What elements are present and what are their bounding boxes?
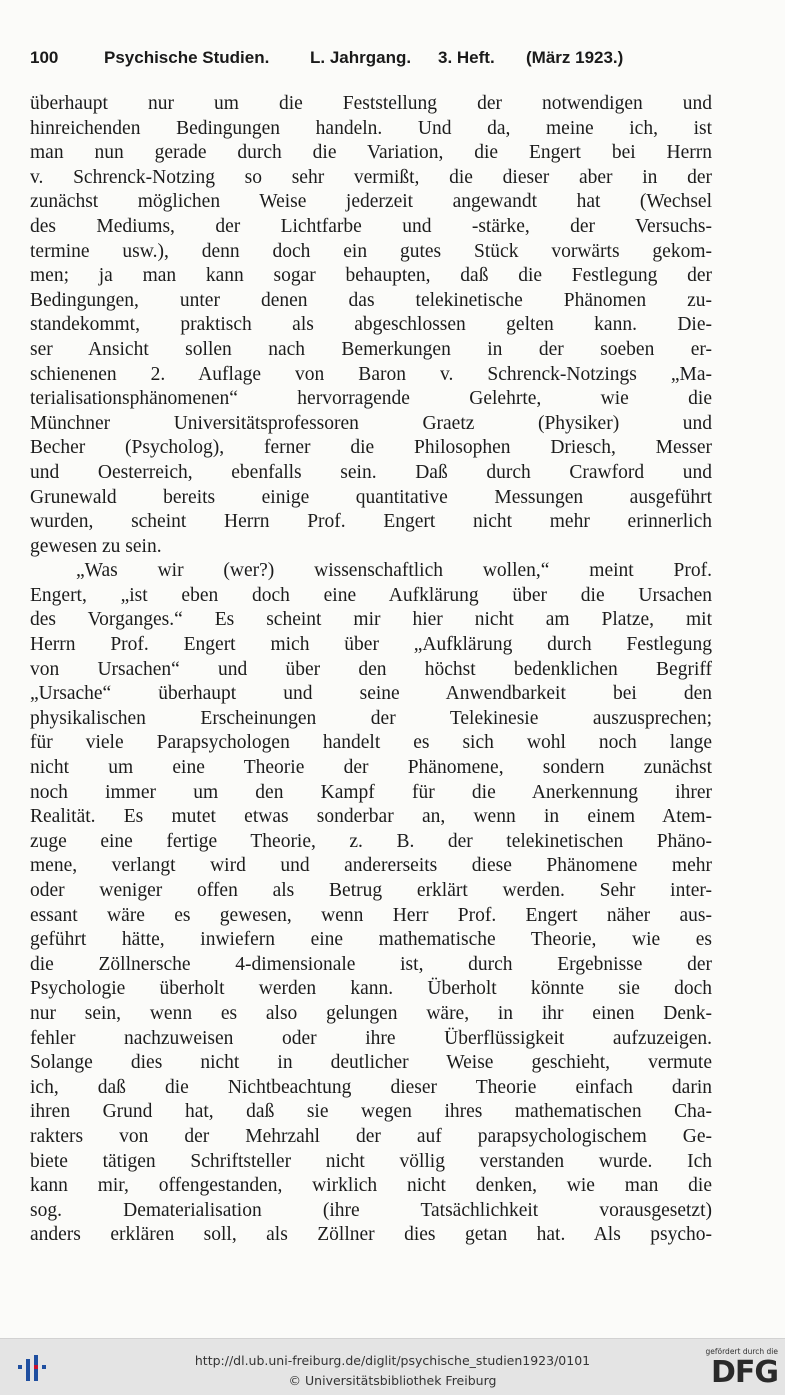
text-line: überhaupt nur um die Feststellung der notwendigen und [30, 93, 712, 114]
text-line: Herrn Prof. Engert mich über „Aufklärung durch Festlegung [30, 634, 712, 656]
text-line: von Ursachen“ und über den höchst bedenklichen Begriff [30, 658, 712, 680]
footer-bar [0, 1338, 785, 1395]
text-line: Realität. Es mutet etwas sonderbar an, wenn in einem Atem- [30, 806, 712, 828]
text-line: man nun gerade durch die Variation, die Engert bei Herrn [30, 142, 712, 164]
issue-date: (März 1923.) [526, 48, 624, 67]
text-line: Münchner Universitätsprofessoren Graetz (Physiker) und [30, 412, 712, 434]
text-line: des Vorganges.“ Es scheint mir hier nicht am Platze, mit [30, 609, 712, 631]
text-line: termine usw.), denn doch ein gutes Stück vorwärts gekom- [30, 240, 712, 262]
text-line: men; ja man kann sogar behaupten, daß die Festlegung der [30, 265, 712, 287]
text-line: Bedingungen, unter denen das telekinetische Phänomen zu- [30, 289, 712, 311]
text-line: fehler nachzuweisen oder ihre Überflüssigkeit aufzuzeigen. [30, 1027, 712, 1049]
text-line: essant wäre es gewesen, wenn Herr Prof. Engert näher aus- [30, 904, 712, 926]
text-line: Grunewald bereits einige quantitative Messungen ausgeführt [30, 486, 712, 508]
dfg-logo[interactable] [692, 1347, 778, 1391]
text-line: anders erklären soll, als Zöllner dies getan hat. Als psycho- [30, 1224, 712, 1246]
text-line: oder weniger offen als Betrug erklärt werden. Sehr inter- [30, 880, 712, 901]
text-line: des Mediums, der Lichtfarbe und -stärke, der Versuchs- [30, 215, 712, 237]
text-line: biete tätigen Schriftsteller nicht völlig verstanden wurde. Ich [30, 1150, 712, 1172]
text-line: „Ursache“ überhaupt und seine Anwendbarkeit bei den [30, 683, 712, 705]
text-line: Engert, „ist eben doch eine Aufklärung über die Ursachen [30, 584, 712, 606]
text-line: v. Schrenck-Notzing so sehr vermißt, die dieser aber in der [30, 166, 712, 188]
page-number: 100 [30, 48, 59, 67]
text-line: schienenen 2. Auflage von Baron v. Schrenck-Notzings „Ma- [30, 363, 712, 385]
body-text [30, 92, 712, 1248]
text-line: physikalischen Erscheinungen der Telekinesie auszusprechen; [30, 707, 712, 729]
text-line: wurden, scheint Herrn Prof. Engert nicht mehr erinnerlich [30, 511, 712, 533]
journal-title: Psychische Studien. [104, 48, 270, 67]
text-line: gewesen zu sein. [30, 535, 162, 557]
text-line: rakters von der Mehrzahl der auf parapsychologischem Ge- [30, 1125, 712, 1147]
issue-label: 3. Heft. [438, 48, 495, 67]
text-line: und Oesterreich, ebenfalls sein. Daß durch Crawford und [30, 461, 712, 483]
text-line: hinreichenden Bedingungen handeln. Und da, meine ich, ist [30, 117, 712, 139]
text-line: ser Ansicht sollen nach Bemerkungen in der soeben er- [30, 338, 712, 360]
text-line: „Was wir (wer?) wissenschaftlich wollen,“ meint Prof. [76, 560, 712, 582]
text-line: kann mir, offengestanden, wirklich nicht denken, wie man die [30, 1175, 712, 1197]
text-line: für viele Parapsychologen handelt es sich wohl noch lange [30, 732, 712, 754]
dfg-logo-text: DFG [710, 1355, 778, 1390]
text-line: zunächst möglichen Weise jederzeit angewandt hat (Wechsel [30, 191, 712, 213]
running-head [30, 48, 720, 78]
text-line: die Zöllnersche 4-dimensionale ist, durch Ergebnisse der [30, 953, 712, 975]
text-line: ich, daß die Nichtbeachtung dieser Theorie einfach darin [30, 1076, 712, 1098]
dfg-funding-note: gefördert durch die [705, 1347, 778, 1356]
text-line: nur sein, wenn es also gelungen wäre, in ihr einen Denk- [30, 1002, 712, 1024]
text-line: noch immer um den Kampf für die Anerkennung ihrer [30, 781, 712, 803]
copyright-notice: © Universitätsbibliothek Freiburg [288, 1373, 497, 1388]
text-line: terialisationsphänomenen“ hervorragende Gelehrte, wie die [30, 388, 712, 410]
text-line: ihren Grund hat, daß sie wegen ihres mathematischen Cha- [30, 1101, 712, 1123]
source-url-link[interactable]: http://dl.ub.uni-freiburg.de/diglit/psychische_studien1923/0101 [194, 1353, 591, 1368]
text-line: geführt hätte, inwiefern eine mathematische Theorie, wie es [30, 929, 712, 951]
text-line: nicht um eine Theorie der Phänomene, sondern zunächst [30, 757, 712, 779]
volume-label: L. Jahrgang. [310, 48, 412, 67]
text-line: sog. Dematerialisation (ihre Tatsächlichkeit vorausgesetzt) [30, 1199, 712, 1221]
text-line: Becher (Psycholog), ferner die Philosophen Driesch, Messer [30, 437, 712, 459]
text-line: zuge eine fertige Theorie, z. B. der telekinetischen Phäno- [30, 830, 712, 852]
text-line: mene, verlangt wird und andererseits diese Phänomene mehr [30, 855, 712, 877]
text-line: Psychologie überholt werden kann. Überholt könnte sie doch [30, 978, 712, 1000]
text-line: Solange dies nicht in deutlicher Weise geschieht, vermute [30, 1052, 712, 1074]
text-line: standekommt, praktisch als abgeschlossen gelten kann. Die- [30, 314, 712, 336]
